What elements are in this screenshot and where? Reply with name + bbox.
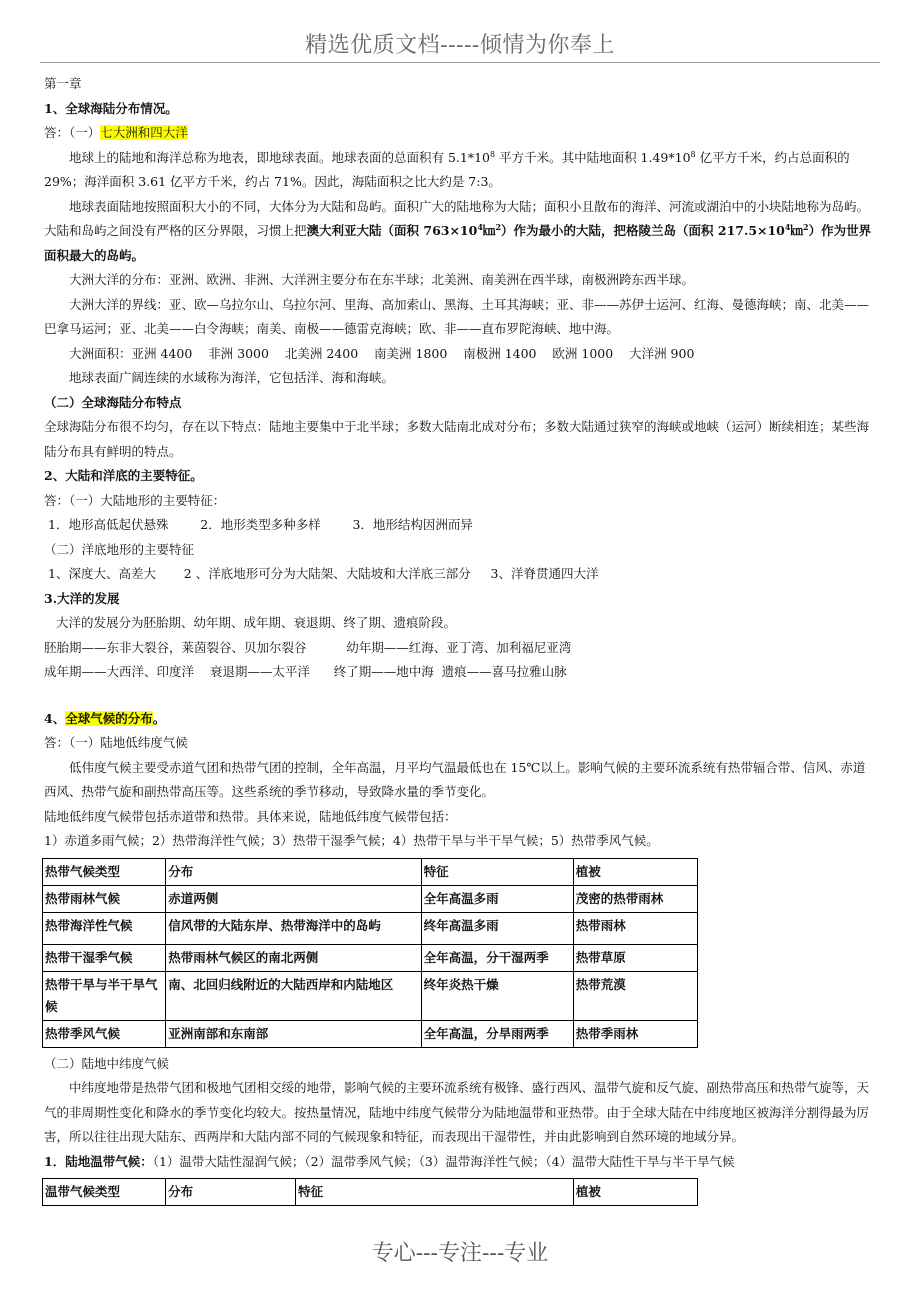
paragraph-ocean-definition: 地球表面广阔连续的水域称为海洋，它包括洋、海和海峡。 bbox=[69, 370, 395, 385]
question-3-title: 3.大洋的发展 bbox=[44, 590, 120, 606]
table-header-cell: 植被 bbox=[573, 1179, 697, 1206]
question-4-title: 4、全球气候的分布。 bbox=[44, 710, 166, 726]
table-cell: 终年高温多雨 bbox=[421, 912, 573, 944]
table-cell: 热带草原 bbox=[573, 944, 697, 971]
table-cell: 茂密的热带雨林 bbox=[573, 885, 697, 912]
table-header-row bbox=[43, 1179, 698, 1206]
paragraph-distribution: 大洲大洋的分布：亚洲、欧洲、非洲、大洋洲主要分布在东半球；北美洲、南美洲在西半球，南极洲跨东西半球。 bbox=[69, 272, 695, 287]
question-3-para-2: 胚胎期——东非大裂谷，莱茵裂谷、贝加尔裂谷 幼年期——红海、亚丁湾、加利福尼亚湾 bbox=[44, 639, 572, 655]
question-2-answer-b: （二）洋底地形的主要特征 bbox=[44, 541, 195, 557]
table-cell: 全年高温多雨 bbox=[421, 885, 573, 912]
paragraph-areas: 大洲面积：亚洲 4400 非洲 3000 北美洲 2400 南美洲 1800 南极洲 1400 欧洲 1000 大洋洲 900 bbox=[69, 345, 695, 361]
table-header-cell: 温带气候类型 bbox=[43, 1179, 166, 1206]
table-header-cell: 特征 bbox=[421, 858, 573, 885]
table-row bbox=[43, 1020, 698, 1047]
table-cell: 亚洲南部和东南部 bbox=[166, 1020, 421, 1047]
table-header-cell: 植被 bbox=[573, 858, 697, 885]
table-cell: 热带海洋性气候 bbox=[43, 912, 166, 944]
table-cell: 信风带的大陆东岸、热带海洋中的岛屿 bbox=[166, 912, 421, 944]
table-cell: 全年高温，分旱雨两季 bbox=[421, 1020, 573, 1047]
tropical-climate-table bbox=[42, 858, 698, 1048]
question-4-para-3: 1）赤道多雨气候；2）热带海洋性气候；3）热带干湿季气候；4）热带干旱与半干旱气候；5）热带季风气候。 bbox=[44, 833, 659, 848]
question-1-answer bbox=[44, 121, 874, 146]
paragraph-boundaries: 大洲大洋的界线：亚、欧—乌拉尔山、乌拉尔河、里海、高加索山、黑海、土耳其海峡；亚、非——苏伊士运河、红海、曼德海峡；南、北美——巴拿马运河；亚、北美——白令海峡；南美、南极——德雷克海峡；欧、非——直布罗陀海峡、地中海。 bbox=[44, 296, 870, 336]
question-4-para-5: 1．陆地温带气候：（1）温带大陆性湿润气候；（2）温带季风气候；（3）温带海洋性气候；（4）温带大陆性干旱与半干旱气候 bbox=[44, 1153, 735, 1169]
table-row bbox=[43, 885, 698, 912]
question-4-answer-b: （二）陆地中纬度气候 bbox=[44, 1055, 170, 1071]
temperate-climate-table bbox=[42, 1178, 698, 1206]
table-cell: 热带雨林气候区的南北两侧 bbox=[166, 944, 421, 971]
question-4-answer-a: 答：（一）陆地低纬度气候 bbox=[44, 735, 188, 750]
table-row bbox=[43, 944, 698, 971]
question-4-para-2: 陆地低纬度气候带包括赤道带和热带。具体来说，陆地低纬度气候带包括： bbox=[44, 808, 457, 824]
page-footer-text: 专心---专注---专业 bbox=[371, 1241, 549, 1266]
table-row bbox=[43, 971, 698, 1020]
table-cell: 热带干旱与半干旱气候 bbox=[43, 971, 166, 1020]
document-body bbox=[44, 72, 874, 1210]
answer-prefix: 答：（一） bbox=[44, 125, 101, 140]
table-header-cell: 分布 bbox=[166, 858, 421, 885]
question-3-para-3: 成年期——大西洋、印度洋 衰退期——太平洋 终了期——地中海 遗痕——喜马拉雅山脉 bbox=[44, 664, 567, 679]
chapter-label: 第一章 bbox=[44, 76, 82, 91]
question-4-para-1: 低伟度气候主要受赤道气团和热带气团的控制，全年高温，月平均气温最低也在 15℃以上。影响气候的主要环流系统有热带辐合带、信风、赤道西风、热带气旋和副热带高压等。这些系统的季节移动，导致降水量的季节变化。 bbox=[44, 759, 866, 799]
highlighted-term: 七大洲和四大洋 bbox=[100, 125, 188, 140]
table-cell: 热带季雨林 bbox=[573, 1020, 697, 1047]
table-header-cell: 热带气候类型 bbox=[43, 858, 166, 885]
table-cell: 全年高温，分干湿两季 bbox=[421, 944, 573, 971]
table-cell: 热带干湿季气候 bbox=[43, 944, 166, 971]
table-cell: 终年炎热干燥 bbox=[421, 971, 573, 1020]
question-2-title: 2、大陆和洋底的主要特征。 bbox=[44, 468, 203, 483]
question-4-para-4: 中纬度地带是热带气团和极地气团相交绥的地带，影响气候的主要环流系统有极锋、盛行西风、温带气旋和反气旋、副热带高压和热带气旋等，天气的非周期性变化和降水的季节变化均较大。按热量情况，陆地中纬度气候带分为陆地温带和亚热带。由于全球大陆在中纬度地区被海洋分割得最为厉害，所以往往出现大陆东、西两岸和大陆内部不同的气候现象和特征，而表现出干湿带性，并由此影响到自然环境的地域分异。 bbox=[44, 1080, 870, 1144]
question-2-answer-a: 答：（一）大陆地形的主要特征： bbox=[44, 492, 226, 508]
question-2-list-2: 1、深度大、高差大 2 、洋底地形可分为大陆架、大陆坡和大洋底三部分 3、洋脊贯通四大洋 bbox=[48, 566, 599, 581]
header-divider bbox=[40, 62, 880, 63]
section-2-title: （二）全球海陆分布特点 bbox=[44, 394, 182, 410]
question-3-para-1: 大洋的发展分为胚胎期、幼年期、成年期、衰退期、终了期、遗痕阶段。 bbox=[56, 615, 457, 630]
spacer bbox=[44, 685, 874, 707]
section-2-text: 全球海陆分布很不均匀，存在以下特点：陆地主要集中于北半球；多数大陆南北成对分布；多数大陆通过狭窄的海峡或地峡（运河）断续相连；某些海陆分布具有鲜明的特点。 bbox=[44, 419, 870, 459]
table-cell: 热带荒漠 bbox=[573, 971, 697, 1020]
highlighted-term: 全球气候的分布 bbox=[65, 710, 153, 726]
table-header-cell: 分布 bbox=[166, 1179, 296, 1206]
paragraph-continents-islands: 地球表面陆地按照面积大小的不同，大体分为大陆和岛屿。面积广大的陆地称为大陆；面积小且散布的海洋、河流或湖泊中的小块陆地称为岛屿。大陆和岛屿之间没有严格的区分界限，习惯上把澳大利亚大陆（面积 $763\times 10^4㎞^2$）作为最小的大陆，把格陵兰岛（面积 $217.5\times 10^4㎞^2$）作为世界面积最大的岛屿。 bbox=[44, 198, 872, 263]
table-cell: 热带雨林气候 bbox=[43, 885, 166, 912]
table-header-row bbox=[43, 858, 698, 885]
table-cell: 赤道两侧 bbox=[166, 885, 421, 912]
question-1-title: 1、全球海陆分布情况。 bbox=[44, 100, 178, 116]
table-cell: 热带雨林 bbox=[573, 912, 697, 944]
table-cell: 南、北回归线附近的大陆西岸和内陆地区 bbox=[166, 971, 421, 1020]
table-header-cell: 特征 bbox=[296, 1179, 574, 1206]
paragraph-earth-surface: 地球上的陆地和海洋总称为地表，即地球表面。地球表面的总面积有 $5.1*10^8$ 平方千米。其中陆地面积 $1.49*10^8$ 亿平方千米，约占总面积的 29%；海洋面积 3.61 亿平方千米，约占 71%。因此，海陆面积之比大约是 7:3。 bbox=[44, 149, 850, 189]
question-2-list-1: 1．地形高低起伏悬殊 2．地形类型多种多样 3．地形结构因洲而异 bbox=[48, 517, 473, 532]
table-cell: 热带季风气候 bbox=[43, 1020, 166, 1047]
table-row bbox=[43, 912, 698, 944]
page-header-title: 精选优质文档-----倾情为你奉上 bbox=[305, 33, 615, 58]
